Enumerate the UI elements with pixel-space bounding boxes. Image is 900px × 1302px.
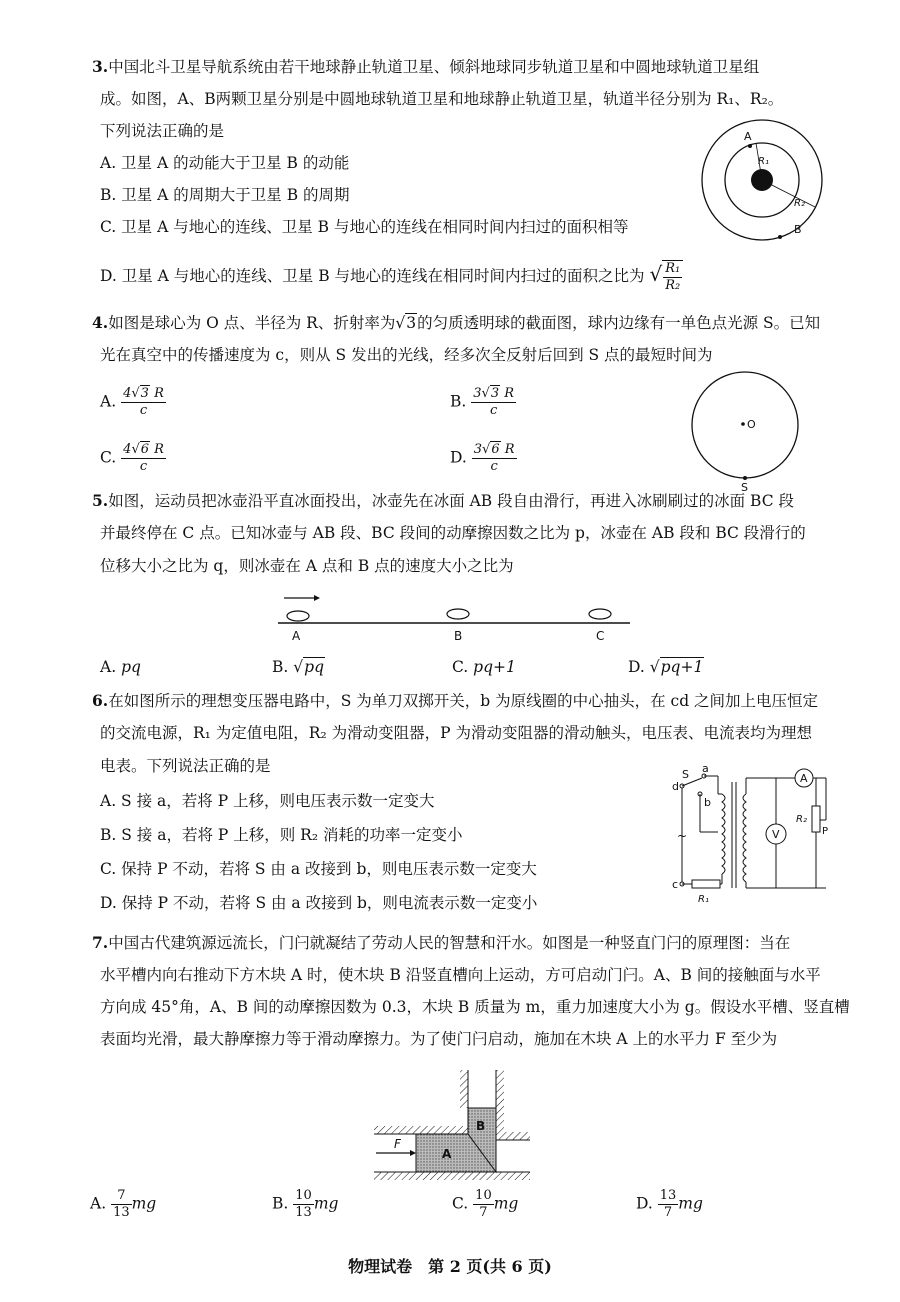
q5-ice-diagram — [276, 592, 636, 648]
q5-stem-line1 — [92, 490, 794, 512]
q3-option-a: A. 卫星 A 的动能大于卫星 B 的动能 — [100, 154, 350, 172]
q5-stem-line3: 位移大小之比为 q，则冰壶在 A 点和 B 点的速度大小之比为 — [100, 557, 514, 575]
q7-label-a: A — [442, 1147, 452, 1161]
q4-center-o — [741, 422, 745, 426]
q5-option-a: A. pq — [100, 658, 141, 676]
q6-label-d: d — [672, 780, 679, 793]
q6-label-voltmeter: V — [772, 828, 780, 841]
q3-label-r2: R₂ — [794, 198, 805, 209]
q3-label-a: A — [744, 130, 752, 143]
q4-stem-line2: 光在真空中的传播速度为 c，则从 S 发出的光线，经多次全反射后回到 S 点的最短时间为 — [100, 346, 713, 364]
q5-label-c: C — [596, 629, 605, 643]
q3-option-d-fraction: $\frac{\text{R₁}}{\text{R₂}}$ — [662, 260, 683, 294]
q6-label-r1: R₁ — [698, 894, 709, 905]
q4-stem-text1a: 如图是球心为 O 点、半径为 R、折射率为 — [108, 314, 396, 332]
q3-satellite-a — [748, 144, 752, 148]
q7-stem-text1: 中国古代建筑源远流长，门闩就凝结了劳动人民的智慧和汗水。如图是一种竖直门闩的原理图：当在 — [108, 934, 791, 952]
q3-satellite-b — [778, 235, 782, 239]
q6-option-b: B. S 接 a，若将 P 上移，则 R₂ 消耗的功率一定变小 — [100, 826, 463, 844]
q6-label-ac: ~ — [677, 829, 688, 843]
q3-label-r1: R₁ — [758, 156, 769, 167]
q4-label-o: O — [747, 418, 756, 431]
q7-option-a: A. $\frac{7}{13}$ mg — [90, 1188, 157, 1220]
q5-number: 5. — [92, 491, 109, 510]
q3-stem-line1 — [92, 56, 759, 78]
q4-option-d: D. $\frac{3√6 R}{c}$ — [450, 442, 515, 474]
q7-option-d: D. $\frac{13}{7}$ mg — [636, 1188, 703, 1220]
page-footer: 物理试卷 第 2 页(共 6 页) — [348, 1257, 552, 1276]
q4-number: 4. — [92, 313, 109, 332]
q7-number: 7. — [92, 933, 109, 952]
q7-latch-diagram — [372, 1068, 532, 1182]
q7-wall-left — [460, 1070, 468, 1108]
q5-arrow-head — [314, 595, 320, 601]
q6-r1 — [692, 880, 720, 888]
q5-stone-c — [589, 609, 611, 619]
q4-label-s: S — [741, 481, 748, 494]
q5-option-c: C. pq+1 — [452, 658, 516, 676]
q5-label-a: A — [292, 629, 301, 643]
q4-option-a: A. $\frac{4√3 R}{c}$ — [100, 386, 164, 418]
q6-label-r2: R₂ — [796, 814, 807, 825]
q6-circuit-diagram — [660, 764, 840, 906]
q4-option-b: B. $\frac{3√3 R}{c}$ — [450, 386, 515, 418]
q5-stone-a — [287, 611, 309, 621]
q7-wall-right — [496, 1070, 504, 1132]
q6-label-c: c — [672, 878, 679, 891]
q6-label-ammeter: A — [800, 772, 808, 785]
q3-stem-text1: 中国北斗卫星导航系统由若干地球静止轨道卫星、倾斜地球同步轨道卫星和中圆地球轨道卫星组 — [108, 58, 760, 76]
q6-r2 — [812, 806, 820, 832]
q6-label-s: S — [682, 768, 689, 781]
q4-stem-sqrt: 3 — [406, 314, 417, 332]
q7-stem-line2: 水平槽内向右推动下方木块 A 时，使木块 B 沿竖直槽向上运动，方可启动门闩。A、B 间的接触面与水平 — [100, 966, 821, 984]
q7-stem-line3: 方向成 45°角，A、B 间的动摩擦因数为 0.3，木块 B 质量为 m，重力加速度大小为 g。假设水平槽、竖直槽 — [100, 998, 850, 1016]
q7-stem-line1 — [92, 932, 790, 954]
q6-option-c: C. 保持 P 不动，若将 S 由 a 改接到 b，则电压表示数一定变大 — [100, 860, 537, 878]
q5-stem-text1: 如图，运动员把冰壶沿平直冰面投出，冰壶先在冰面 AB 段自由滑行，再进入冰刷刷过的冰面 BC 段 — [108, 492, 795, 510]
q6-label-b: b — [704, 796, 711, 809]
q6-label-a: a — [702, 762, 709, 775]
q4-stem-text1b: 的匀质透明球的截面图，球内边缘有一单色点光源 S。已知 — [417, 314, 821, 332]
q3-radius-r2 — [762, 180, 815, 207]
q3-option-d: D. 卫星 A 与地心的连线、卫星 B 与地心的连线在相同时间内扫过的面积之比为 √ $\frac{\text{R₁}}{\text{R₂}}$ — [100, 260, 683, 294]
q7-force-arrow-head — [410, 1150, 416, 1156]
q7-wall-top — [374, 1126, 468, 1134]
q6-primary-coil — [722, 794, 725, 874]
q5-label-b: B — [454, 629, 463, 643]
q7-stem-line4: 表面均光滑，最大静摩擦力等于滑动摩擦力。为了使门闩启动，施加在木块 A 上的水平力 F 至少为 — [100, 1030, 778, 1048]
q5-stem-line2: 并最终停在 C 点。已知冰壶与 AB 段、BC 段间的动摩擦因数之比为 p，冰壶在 AB 段和 BC 段滑行的 — [100, 524, 806, 542]
q7-option-b: B. $\frac{10}{13}$ mg — [272, 1188, 339, 1220]
q4-source-s — [743, 476, 747, 480]
q5-option-d: D. √pq+1 — [628, 658, 704, 676]
q3-orbit-diagram — [698, 118, 828, 242]
q3-stem-line3: 下列说法正确的是 — [100, 122, 225, 140]
q6-stem-line2: 的交流电源，R₁ 为定值电阻，R₂ 为滑动变阻器，P 为滑动变阻器的滑动触头，电压表、电流表均为理想 — [100, 724, 812, 742]
q3-option-b: B. 卫星 A 的周期大于卫星 B 的周期 — [100, 186, 350, 204]
q6-stem-text1: 在如图所示的理想变压器电路中，S 为单刀双掷开关，b 为原线圈的中心抽头，在 cd 之间加上电压恒定 — [108, 692, 819, 710]
q6-option-d: D. 保持 P 不动，若将 S 由 a 改接到 b，则电流表示数一定变小 — [100, 894, 538, 912]
q6-secondary-coil — [743, 794, 746, 882]
q5-stone-b — [447, 609, 469, 619]
q6-stem-line1 — [92, 690, 818, 712]
q7-label-f: F — [394, 1137, 401, 1151]
q6-label-p: P — [822, 826, 829, 837]
q5-option-b: B. √pq — [272, 658, 324, 676]
q4-sphere-diagram — [688, 372, 808, 492]
q3-label-b: B — [794, 223, 802, 236]
q3-option-c: C. 卫星 A 与地心的连线、卫星 B 与地心的连线在相同时间内扫过的面积相等 — [100, 218, 629, 236]
q7-wall-bottom — [374, 1172, 530, 1180]
q3-stem-line2: 成。如图，A、B两颗卫星分别是中圆地球轨道卫星和地球静止轨道卫星，轨道半径分别为 R₁、R₂。 — [100, 90, 784, 108]
q6-option-a: A. S 接 a，若将 P 上移，则电压表示数一定变大 — [100, 792, 435, 810]
q3-number: 3. — [92, 57, 109, 76]
q4-stem-line1: 4.如图是球心为 O 点、半径为 R、折射率为√3的匀质透明球的截面图，球内边缘有一单色点光源 S。已知 — [92, 313, 821, 332]
q7-option-c: C. $\frac{10}{7}$ mg — [452, 1188, 519, 1220]
q7-wall-right-lower — [496, 1132, 530, 1140]
q6-number: 6. — [92, 691, 109, 710]
q6-stem-line3: 电表。下列说法正确的是 — [100, 757, 271, 775]
q4-option-c: C. $\frac{4√6 R}{c}$ — [100, 442, 164, 474]
q4-sphere — [692, 372, 798, 478]
q7-label-b: B — [476, 1119, 486, 1133]
q3-option-d-text: D. 卫星 A 与地心的连线、卫星 B 与地心的连线在相同时间内扫过的面积之比为 — [100, 267, 645, 285]
